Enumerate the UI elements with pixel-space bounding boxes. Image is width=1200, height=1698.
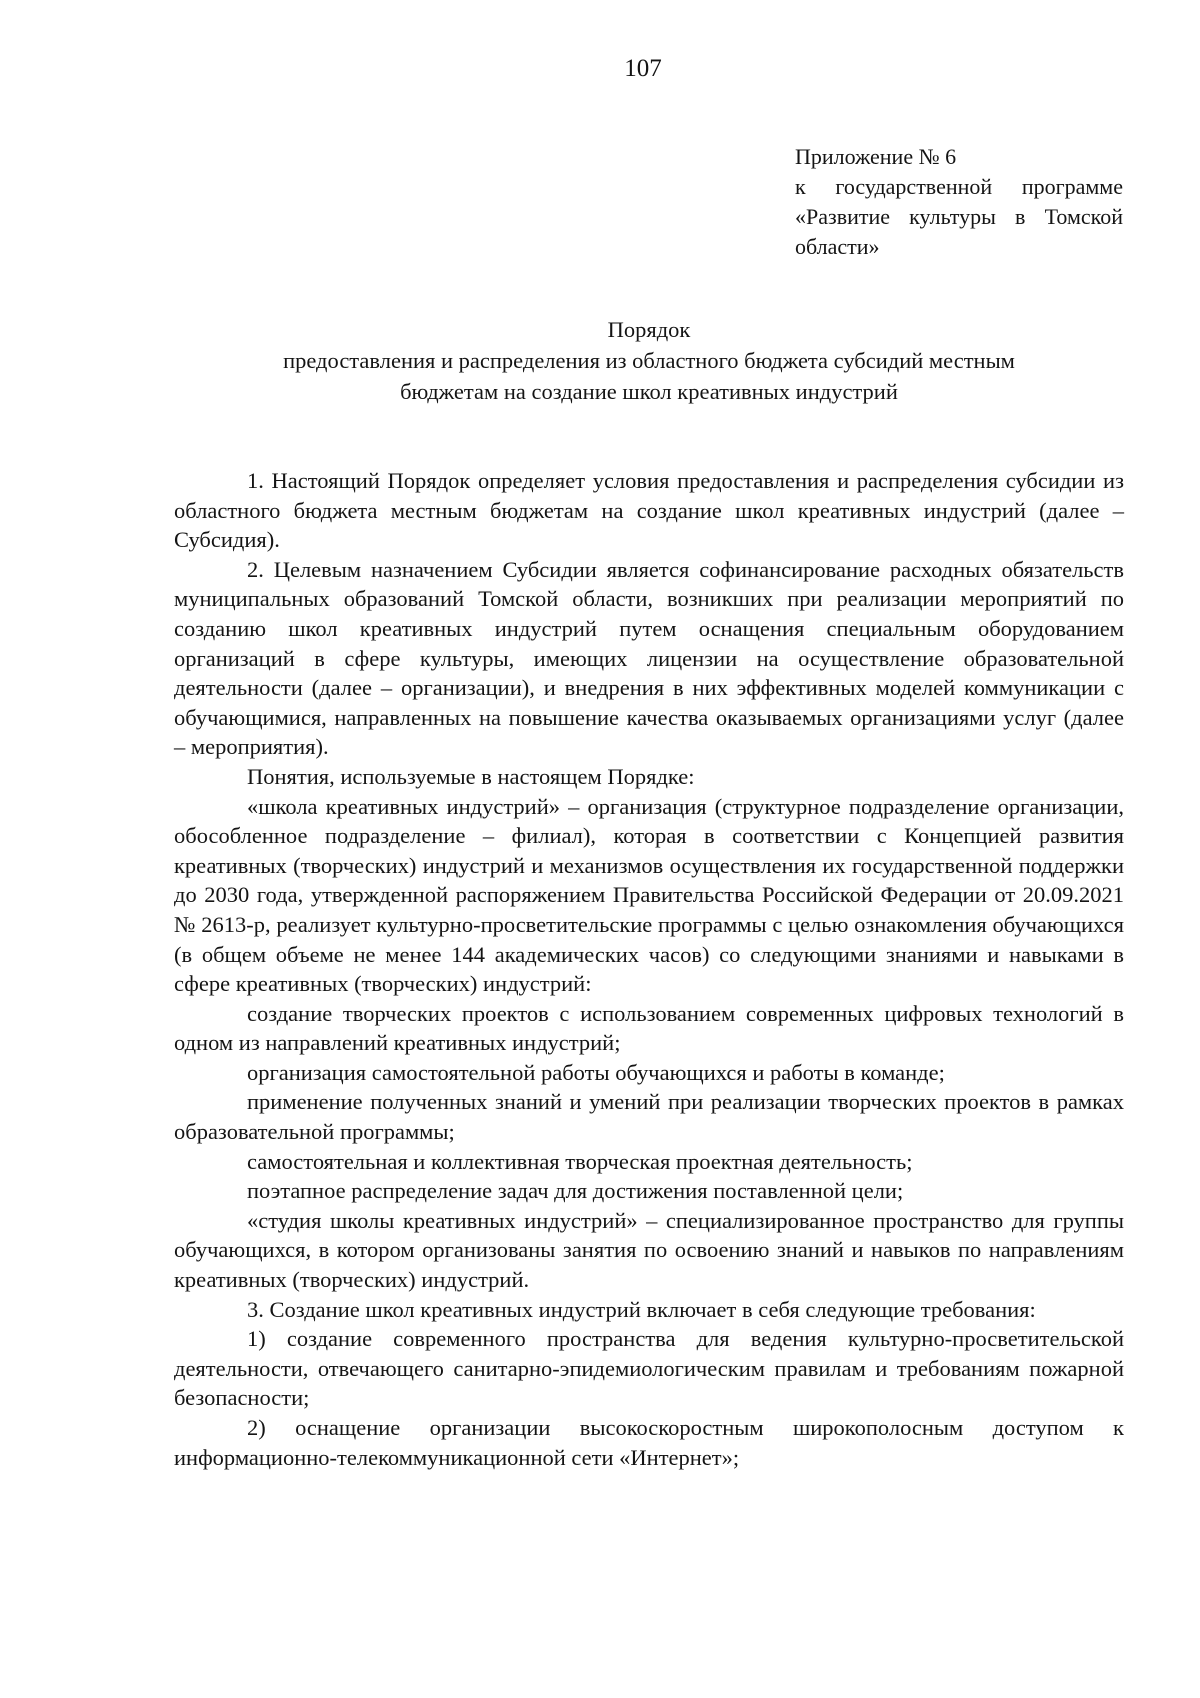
paragraph: Понятия, используемые в настоящем Порядке: bbox=[247, 763, 695, 789]
title-line: бюджетам на создание школ креативных индустрий bbox=[400, 379, 898, 404]
appendix-header bbox=[795, 142, 1123, 262]
title-heading: Порядок bbox=[607, 317, 691, 342]
paragraph: 2. Целевым назначением Субсидии является софинансирование расходных обязательств муниципальных образований Томской области, возникших при реализации мероприятий по созданию школ креативных индустрий путем оснащения специальным оборудованием организаций в сфере культуры, имеющих лицензии на осуществление образовательной деятельности (далее – организации), и внедрения в них эффективных моделей коммуникации с обучающимися, направленных на повышение качества оказываемых организациями услуг (далее – мероприятия). bbox=[174, 556, 1124, 760]
paragraph: поэтапное распределение задач для достижения поставленной цели; bbox=[247, 1178, 904, 1204]
paragraph: применение полученных знаний и умений при реализации творческих проектов в рамках образовательной программы; bbox=[174, 1089, 1124, 1145]
page-number: 107 bbox=[624, 55, 662, 82]
appendix-line: «Развитие культуры в Томской bbox=[795, 204, 1123, 229]
paragraph: самостоятельная и коллективная творческая проектная деятельность; bbox=[247, 1148, 913, 1174]
paragraph: 2) оснащение организации высокоскоростным широкополосным доступом к информационно-телекоммуникационной сети «Интернет»; bbox=[174, 1415, 1124, 1470]
document-body bbox=[174, 466, 1124, 1472]
paragraph: создание творческих проектов с использованием современных цифровых технологий в одном из направлений креативных индустрий; bbox=[174, 1000, 1124, 1056]
appendix-line: к государственной программе bbox=[795, 174, 1123, 199]
paragraph: «школа креативных индустрий» – организация (структурное подразделение организации, обособленное подразделение – филиал), которая в соответствии с Концепцией развития креативных (творческих) индустрий и механизмов осуществления их государственной поддержки до 2030 года, утвержденной распоряжением Правительства Российской Федерации от 20.09.2021 № 2613-р, реализует культурно-просветительские программы с целью ознакомления обучающихся (в общем объеме не менее 144 академических часов) со следующими знаниями и навыками в сфере креативных (творческих) индустрий: bbox=[174, 793, 1124, 997]
title-line: предоставления и распределения из областного бюджета субсидий местным bbox=[283, 348, 1015, 373]
paragraph: 1. Настоящий Порядок определяет условия предоставления и распределения субсидии из областного бюджета местным бюджетам на создание школ креативных индустрий (далее – Субсидия). bbox=[174, 468, 1124, 553]
paragraph: 1) создание современного пространства для ведения культурно-просветительской деятельности, отвечающего санитарно-эпидемиологическим правилам и требованиям пожарной безопасности; bbox=[174, 1326, 1124, 1411]
document-title bbox=[175, 314, 1123, 407]
appendix-line: области» bbox=[795, 234, 880, 259]
paragraph: «студия школы креативных индустрий» – специализированное пространство для группы обучающихся, в котором организованы занятия по освоению знаний и навыков по направлениям креативных (творческих) индустрий. bbox=[174, 1207, 1124, 1293]
appendix-line: Приложение № 6 bbox=[795, 144, 957, 169]
paragraph: 3. Создание школ креативных индустрий включает в себя следующие требования: bbox=[247, 1296, 1036, 1322]
paragraph: организация самостоятельной работы обучающихся и работы в команде; bbox=[247, 1059, 945, 1085]
